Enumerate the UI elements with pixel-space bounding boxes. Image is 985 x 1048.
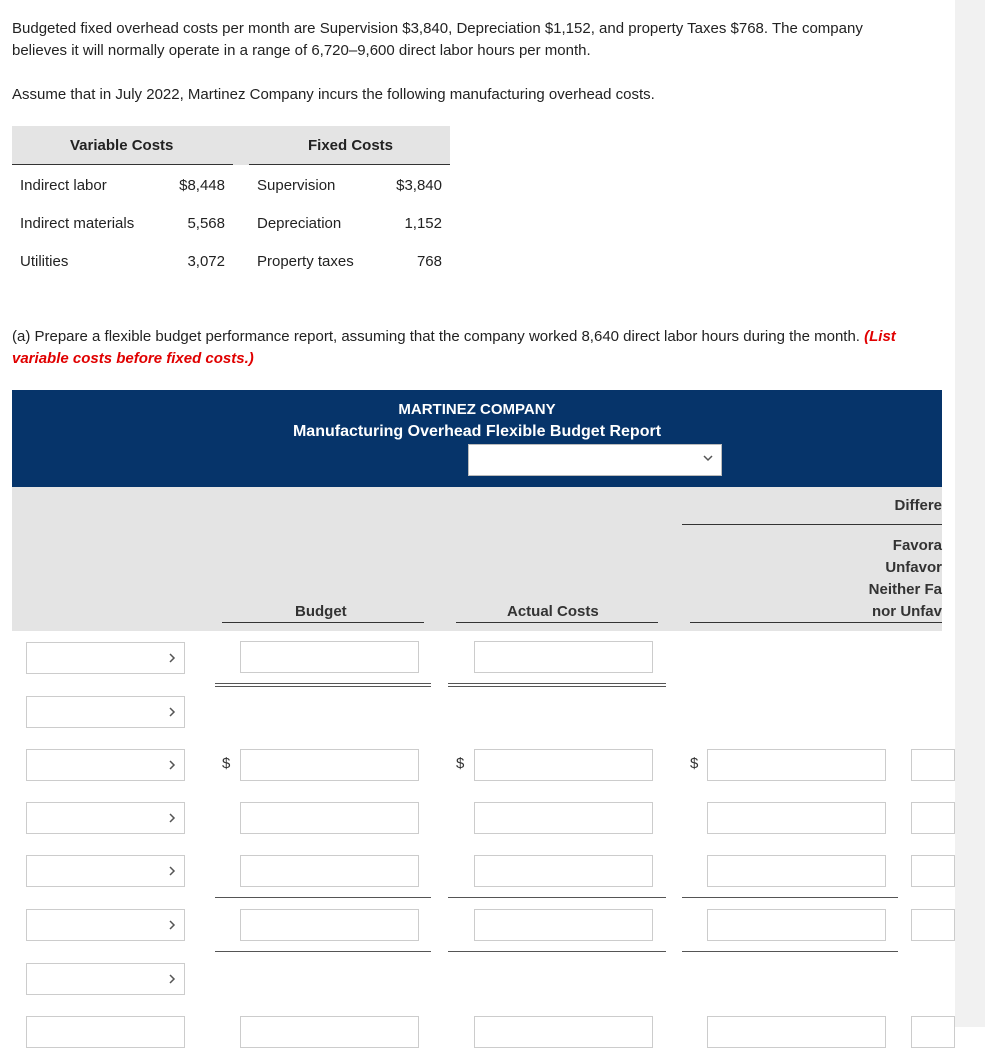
question-instruction: (List variable costs before fixed costs.) — [12, 328, 896, 367]
period-dropdown[interactable] — [468, 444, 722, 476]
fixed-value-2: 1,152 — [404, 215, 442, 232]
difference-bottom-underline — [690, 622, 942, 623]
row-6-difference-input[interactable] — [707, 909, 886, 941]
subtotal-underline — [682, 897, 898, 898]
var-label-1: Indirect labor — [20, 177, 107, 194]
row-1-actual-input[interactable] — [474, 641, 653, 673]
row-4-budget-input[interactable] — [240, 802, 419, 834]
company-name: MARTINEZ COMPANY — [398, 401, 556, 418]
subtotal-underline — [682, 951, 898, 952]
fixed-value-1: $3,840 — [396, 177, 442, 194]
subtotal-underline — [448, 897, 666, 898]
question-a — [12, 326, 942, 370]
fixed-label-2: Depreciation — [257, 215, 342, 232]
variable-header-underline — [12, 164, 233, 165]
row-3-item-dropdown[interactable] — [26, 749, 185, 781]
double-underline — [215, 683, 431, 687]
row-8-item-dropdown[interactable] — [26, 1016, 185, 1048]
double-underline — [448, 683, 666, 687]
var-label-3: Utilities — [20, 253, 69, 270]
chevron-down-icon — [165, 705, 179, 719]
row-6-item-dropdown[interactable] — [26, 909, 185, 941]
diff-option-1: Favora — [892, 537, 942, 554]
dollar-sign: $ — [456, 755, 465, 772]
row-1-item-dropdown[interactable] — [26, 642, 185, 674]
report-header — [12, 390, 942, 487]
difference-header-underline — [682, 524, 942, 525]
row-8-actual-input[interactable] — [474, 1016, 653, 1048]
row-3-budget-input[interactable] — [240, 749, 419, 781]
var-value-2: 5,568 — [187, 215, 225, 232]
fixed-label-3: Property taxes — [257, 253, 354, 270]
chevron-down-icon — [165, 758, 179, 772]
fixed-label-1: Supervision — [257, 177, 336, 194]
chevron-down-icon — [165, 651, 179, 665]
report-title: Manufacturing Overhead Flexible Budget Report — [292, 423, 662, 440]
row-2-item-dropdown[interactable] — [26, 696, 185, 728]
intro-paragraph: Budgeted fixed overhead costs per month are Supervision $3,840, Depreciation $1,152, and property Taxes $768. The company believes it will normally operate in a range of 6,720–9,600 direct labor hours per month. — [12, 20, 863, 59]
row-3-actual-input[interactable] — [474, 749, 653, 781]
chevron-down-icon — [701, 451, 715, 465]
actual-header-underline — [456, 622, 658, 623]
actual-costs-header: Actual Costs — [507, 603, 599, 620]
row-3-difference-input[interactable] — [707, 749, 886, 781]
fixed-value-3: 768 — [416, 253, 442, 270]
subtotal-underline — [448, 951, 666, 952]
row-5-item-dropdown[interactable] — [26, 855, 185, 887]
row-7-item-dropdown[interactable] — [26, 963, 185, 995]
row-3-variance-dropdown[interactable] — [911, 749, 955, 781]
row-5-difference-input[interactable] — [707, 855, 886, 887]
row-4-actual-input[interactable] — [474, 802, 653, 834]
question-text: (a) Prepare a flexible budget performance report, assuming that the company worked 8,640 direct labor hours during the month. — [12, 328, 860, 345]
row-5-actual-input[interactable] — [474, 855, 653, 887]
row-8-budget-input[interactable] — [240, 1016, 419, 1048]
page-scrollbar[interactable] — [955, 0, 985, 1027]
row-4-difference-input[interactable] — [707, 802, 886, 834]
fixed-costs-header: Fixed Costs — [308, 137, 394, 154]
var-label-2: Indirect materials — [20, 215, 135, 232]
variable-costs-header: Variable Costs — [70, 137, 174, 154]
cost-table-header — [12, 126, 450, 165]
diff-option-2: Unfavor — [885, 559, 942, 576]
budget-header-underline — [222, 622, 424, 623]
chevron-down-icon — [165, 918, 179, 932]
fixed-header-underline — [249, 164, 450, 165]
difference-header: Differe — [894, 497, 942, 514]
dollar-sign: $ — [690, 755, 699, 772]
row-1-budget-input[interactable] — [240, 641, 419, 673]
row-5-variance-dropdown[interactable] — [911, 855, 955, 887]
chevron-down-icon — [165, 864, 179, 878]
row-4-variance-dropdown[interactable] — [911, 802, 955, 834]
dollar-sign: $ — [222, 755, 231, 772]
subtotal-underline — [215, 897, 431, 898]
subtotal-underline — [215, 951, 431, 952]
row-6-budget-input[interactable] — [240, 909, 419, 941]
row-8-difference-input[interactable] — [707, 1016, 886, 1048]
column-header-band — [12, 487, 942, 631]
chevron-down-icon — [165, 811, 179, 825]
budget-header: Budget — [295, 603, 347, 620]
row-4-item-dropdown[interactable] — [26, 802, 185, 834]
chevron-down-icon — [165, 972, 179, 986]
assumption-text: Assume that in July 2022, Martinez Company incurs the following manufacturing overhead costs. — [12, 86, 655, 103]
diff-option-4: nor Unfav — [871, 603, 942, 620]
var-value-3: 3,072 — [187, 253, 225, 270]
diff-option-3: Neither Fa — [868, 581, 942, 598]
row-8-variance-dropdown[interactable] — [911, 1016, 955, 1048]
row-6-actual-input[interactable] — [474, 909, 653, 941]
row-6-variance-dropdown[interactable] — [911, 909, 955, 941]
row-5-budget-input[interactable] — [240, 855, 419, 887]
var-value-1: $8,448 — [179, 177, 225, 194]
